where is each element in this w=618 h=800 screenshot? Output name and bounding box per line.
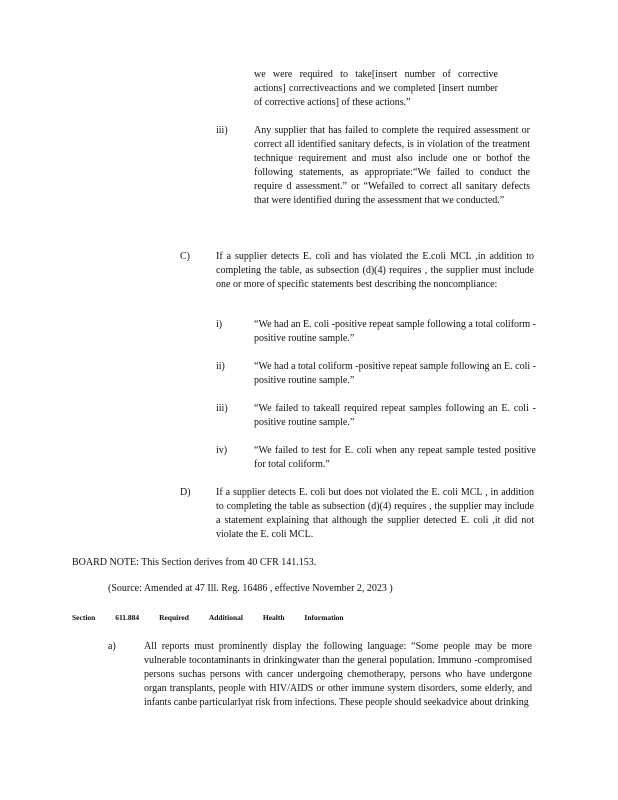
sub-item-i-paragraph: “We had an E. coli -positive repeat sample following a total coliform -positive routine sample.” — [254, 319, 536, 344]
source-note: (Source: Amended at 47 Ill. Reg. 16486 , effective November 2, 2023 ) — [108, 583, 393, 594]
item-c-paragraph: If a supplier detects E. coli and has violated the E.coli MCL ,in addition to completing the table, as subsection (d)(4) requires , the supplier must include one or more of specific statements best describing the noncompliance: — [216, 251, 534, 290]
section-number: 611.884 — [115, 613, 140, 622]
section-title-word-2: Additional — [208, 613, 243, 622]
section-word: Section — [72, 613, 96, 622]
item-a-label: a) — [108, 641, 116, 652]
sub-item-ii-label: ii) — [216, 361, 225, 372]
section-title-word-1: Required — [159, 613, 189, 622]
board-note: BOARD NOTE: This Section derives from 40 CFR 141.153. — [72, 557, 317, 568]
continuation-paragraph: we were required to take[insert number of corrective actions] correctiveactions and we completed [insert number of corrective actions] of these actions.” — [254, 69, 498, 108]
section-title-word-3: Health — [262, 613, 285, 622]
item-iii-paragraph: Any supplier that has failed to complete the required assessment or correct all identified sanitary defects, is in violation of the treatment technique requirement and must also include one or bothof the following statements, as appropriate:“We failed to conduct the require d assessment.” or “Wefailed to correct all sanitary defects that were identified during the assessment that we conducted.” — [254, 125, 530, 206]
sub-item-i-label: i) — [216, 319, 223, 330]
sub-item-iv-paragraph: “We failed to test for E. coli when any repeat sample tested positive for total coliform.” — [254, 445, 536, 470]
item-iii-label: iii) — [216, 125, 228, 136]
sub-item-iii-label: iii) — [216, 403, 228, 414]
section-title-word-4: Information — [304, 613, 344, 622]
sub-item-iii-paragraph: “We failed to takeall required repeat samples following an E. coli -positive routine sample.” — [254, 403, 536, 428]
item-a-paragraph: All reports must prominently display the following language: “Some people may be more vulnerable tocontaminants in drinkingwater than the general population. Immuno -compromised persons suchas persons with cancer undergoing chemotherapy, persons who have undergone organ transplants, people with HIV/AIDS or other immune system disorders, some elderly, and infants canbe particularlyat risk from infections. These people should seekadvice about drinking — [144, 641, 532, 708]
section-heading — [72, 612, 362, 624]
sub-item-ii-paragraph: “We had a total coliform -positive repeat sample following an E. coli -positive routine sample.” — [254, 361, 536, 386]
item-c-label: C) — [180, 251, 190, 262]
sub-item-iv-label: iv) — [216, 445, 228, 456]
item-d-paragraph: If a supplier detects E. coli but does not violated the E. coli MCL , in addition to completing the table as subsection (d)(4) requires , the supplier may include a statement explaining that although the supplier detected E. coli ,it did not violate the E. coli MCL. — [216, 487, 534, 540]
item-d-label: D) — [180, 487, 191, 498]
